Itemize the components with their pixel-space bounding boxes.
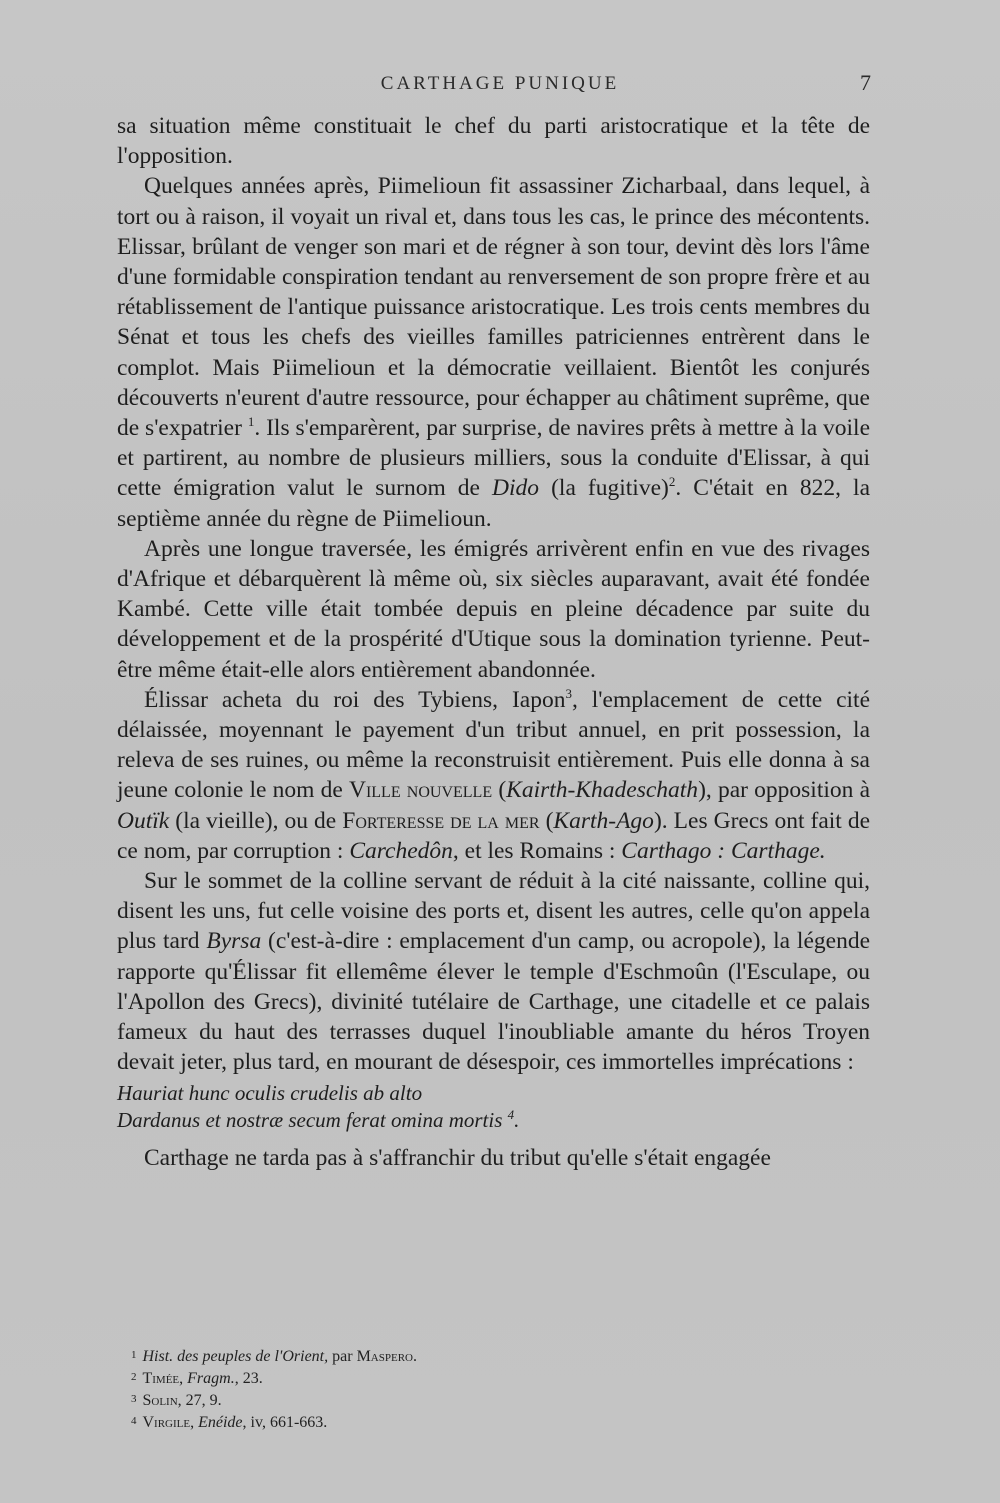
term-karth-ago: Karth-Ago <box>553 807 654 834</box>
text-run: (la fugitive) <box>551 475 669 502</box>
running-header: CARTHAGE PUNIQUE <box>380 73 620 94</box>
term-ville-nouvelle: Ville nouvelle <box>348 777 493 804</box>
footnotes <box>131 1345 831 1433</box>
footnote-number: 4 <box>131 1415 137 1427</box>
term-forteresse: Forteresse de la mer <box>342 807 540 834</box>
text-run: , l'emplacement de cette cité délaissée, moyennant le payement d'un tribut annuel, en prit possession, la releva de ses ruines, ou même la reconstruisit entièrement. Puis elle donna à sa jeune colonie le nom de <box>117 686 870 804</box>
footnote-italic: Fragm. <box>187 1370 235 1387</box>
text-run: Dardanus et nostræ secum ferat omina mortis <box>117 1107 503 1132</box>
text-run: ), par opposition à <box>698 777 871 804</box>
footnote-italic: Hist. des peuples de l'Orient, <box>142 1348 329 1365</box>
text-run: Sur le sommet de la colline servant de réduit à la cité naissante, colline qui, disent les uns, fut celle voisine des ports et, disent les autres, celle qu'on appela plus tard <box>117 868 870 955</box>
footnote-tail: , iv, 661-663. <box>242 1414 328 1431</box>
paragraph-4 <box>117 685 870 866</box>
verse-line-2 <box>117 1107 870 1134</box>
term-carthago: Carthago : Carthage. <box>621 837 826 864</box>
text-run: (la vieille), ou de <box>175 807 337 834</box>
text-run: . <box>514 1107 520 1132</box>
paragraph-1: sa situation même constituait le chef du parti aristocratique et la tête de l'opposition. <box>117 113 870 170</box>
verse-quotation <box>117 1080 870 1134</box>
footnote-number: 3 <box>131 1393 137 1405</box>
text-run: (c'est-à-dire : emplacement d'un camp, ou acropole), la légende rapporte qu'Élissar fit ellemême élever le temple d'Eschmoûn (l'Esculape, ou l'Apollon des Grecs), divinité tutélaire de Carthage, une citadelle et ce palais fameux du haut des terrasses duquel l'inoubliable amante du héros Troyen devait jeter, plus tard, en mourant de désespoir, ces immortelles imprécations : <box>117 928 871 1076</box>
footnote-4 <box>131 1411 831 1433</box>
term-carchedon: Carchedôn <box>349 837 453 864</box>
footnote-text: par <box>328 1348 357 1365</box>
term-byrsa: Byrsa <box>206 928 262 955</box>
footnote-ref-2[interactable]: 2 <box>668 474 676 490</box>
text-run: ). Les Grecs ont fait de ce nom, par corruption : <box>117 807 871 864</box>
page-number: 7 <box>860 70 871 95</box>
footnote-author: Timée <box>142 1370 180 1387</box>
footnote-text: , <box>190 1414 199 1431</box>
footnote-2 <box>131 1367 831 1389</box>
text-run: Quelques années après, Piimelioun fit assassiner Zicharbaal, dans lequel, à tort ou à raison, il voyait un rival et, dans tous les cas, le prince des mécontents. Elissar, brûlant de venger son mari et de régner à son tour, devint dès lors l'âme d'une formidable conspiration tendant au renversement de son propre frère et au rétablissement de l'antique puissance aristocratique. Les trois cents membres du Sénat et tous les chefs des vieilles familles patriciennes entrèrent dans le complot. Mais Piimelioun et la démocratie veillaient. Bientôt les conjurés découverts n'eurent d'autre ressource, pour échapper au châtiment suprême, que de s'expatrier <box>117 173 870 442</box>
text-run: Élissar acheta du roi des Tybiens, Iapon <box>144 686 566 713</box>
footnote-text: , 27, 9. <box>177 1392 222 1409</box>
term-kairth: Kairth-Khadeschath <box>506 777 699 804</box>
footnote-author: Virgile <box>142 1414 191 1431</box>
footnote-tail: , 23. <box>234 1370 263 1387</box>
paragraph-3: Après une longue traversée, les émigrés arrivèrent enfin en vue des rivages d'Afrique et débarquèrent là même où, six siècles auparavant, avait été fondée Kambé. Cette ville était tombée depuis en pleine décadence par suite du développement et de la prospérité d'Utique sous la domination tyrienne. Peut-être même était-elle alors entièrement abandonnée. <box>117 535 870 683</box>
term-dido: Dido <box>492 475 540 502</box>
footnote-number: 2 <box>131 1371 137 1383</box>
text-run: . Ils s'emparèrent, par surprise, de navires prêts à mettre à la voile et partirent, au nombre de plusieurs milliers, sous la conduite d'Elissar, à qui cette émigration valut le surnom de <box>117 415 871 502</box>
footnote-author: Maspero <box>356 1348 413 1365</box>
footnote-ref-1[interactable]: 1 <box>247 414 255 430</box>
body-text <box>117 111 870 1173</box>
paragraph-6: Carthage ne tarda pas à s'affranchir du tribut qu'elle s'était engagée <box>144 1144 771 1171</box>
paragraph-2 <box>117 171 870 533</box>
footnote-text: , <box>179 1370 188 1387</box>
footnote-3 <box>131 1389 831 1411</box>
term-outik: Outïk <box>117 807 170 834</box>
text-run: ( <box>545 807 554 834</box>
footnote-tail: . <box>412 1348 417 1365</box>
footnote-italic: Enéide <box>198 1414 243 1431</box>
verse-line-1: Hauriat hunc oculis crudelis ab alto <box>117 1080 423 1105</box>
footnote-author: Solin <box>142 1392 178 1409</box>
footnote-ref-3[interactable]: 3 <box>565 686 572 702</box>
text-run: ( <box>498 777 507 804</box>
text-run: . C'était en 822, la septième année du règne de Piimelioun. <box>117 475 871 532</box>
footnote-number: 1 <box>131 1349 137 1361</box>
footnote-1 <box>131 1345 831 1367</box>
paragraph-5 <box>117 866 870 1077</box>
text-run: , et les Romains : <box>452 837 616 864</box>
footnote-ref-4[interactable]: 4 <box>507 1106 515 1122</box>
